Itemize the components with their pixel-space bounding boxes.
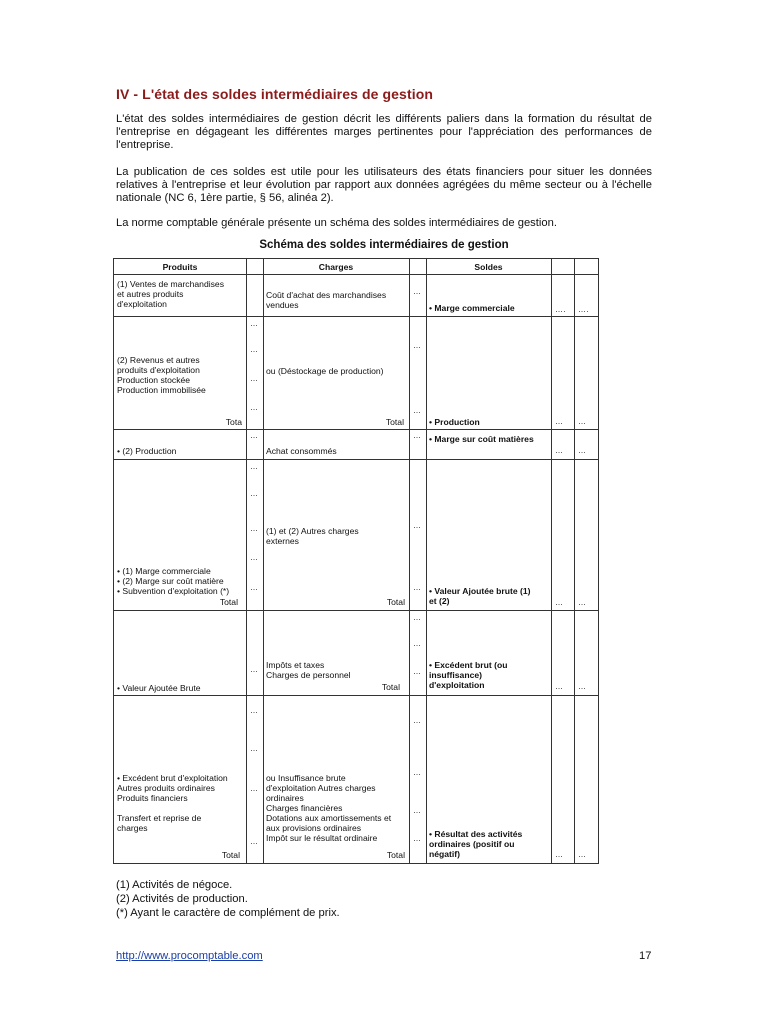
row4-solde: • Valeur Ajoutée brute (1) et (2) bbox=[429, 586, 531, 606]
paragraph-1: L'état des soldes intermédiaires de gestion décrit les différents paliers dans la formation du résultat de l'entreprise en dégageant les différentes marges pertinentes pour l'appréciation des performances de l'entreprise. bbox=[116, 113, 652, 151]
paragraph-3: La norme comptable générale présente un schéma des soldes intermédiaires de gestion. bbox=[116, 217, 557, 229]
section-heading: IV - L'état des soldes intermédiaires de gestion bbox=[116, 86, 433, 102]
row6-produits: • Excédent brut d'exploitation Autres produits ordinaires Produits financiers Transfert et reprise de charges bbox=[117, 773, 228, 833]
row2-solde: • Production bbox=[429, 417, 480, 427]
table-row-marge-commerciale: (1) Ventes de marchandises et autres produits d'exploitation Coût d'achat des marchandises vendues … • Marge commerciale …. …. bbox=[113, 275, 599, 317]
row1-charges: Coût d'achat des marchandises vendues bbox=[266, 290, 387, 310]
table-header-row bbox=[113, 258, 599, 275]
table-row-resultat-activites: … … … … • Excédent brut d'exploitation Autres produits ordinaires Produits financiers Transfert et reprise de charges ou Insuffisance brute d'exploitation Autres charges ordinaires Charges financières Dotations aux amortissements et aux provisions ordinaires Impôt sur le résultat ordinaire … … … … Total Total • Résultat des activités ordinaires (positif ou négatif) … … bbox=[113, 696, 599, 864]
row4-charges: (1) et (2) Autres charges externes bbox=[266, 526, 359, 546]
row3-produits: • (2) Production bbox=[117, 446, 177, 456]
table-row-valeur-ajoutee: … … … … … • (1) Marge commerciale • (2) Marge sur coût matière • Subvention d'exploitation (*) (1) et (2) Autres charges externes … … Total Total • Valeur Ajoutée brute (1) et (2) … … bbox=[113, 460, 599, 611]
row1-solde: • Marge commerciale bbox=[429, 303, 515, 313]
row2-charges: ou (Déstockage de production) bbox=[266, 366, 384, 376]
row6-solde: • Résultat des activités ordinaires (positif ou négatif) bbox=[429, 829, 523, 859]
table-row-production: … … … … (2) Revenus et autres produits d'exploitation Production stockée Production immobilisée ou (Déstockage de production) … … Tota Total • Production … … bbox=[113, 317, 599, 430]
header-produits: Produits bbox=[162, 262, 198, 272]
row5-produits: • Valeur Ajoutée Brute bbox=[117, 683, 201, 693]
paragraph-2: La publication de ces soldes est utile pour les utilisateurs des états financiers pour situer les données relatives à l'entreprise et leur évolution par rapport aux données agrégées du même secteur ou à l'échelle nationale (NC 6, 1ère partie, § 56, alinéa 2). bbox=[116, 166, 652, 204]
row6-charges: ou Insuffisance brute d'exploitation Autres charges ordinaires Charges financières Dotations aux amortissements et aux provisions ordinaires Impôt sur le résultat ordinaire bbox=[266, 773, 392, 843]
table-row-marge-cout-matieres: … • (2) Production Achat consommés … • Marge sur coût matières … … bbox=[113, 430, 599, 460]
row5-solde: • Excédent brut (ou insuffisance) d'exploitation bbox=[429, 660, 508, 690]
row3-charges: Achat consommés bbox=[266, 446, 337, 456]
header-soldes: Soldes bbox=[474, 262, 503, 272]
footnotes bbox=[116, 878, 340, 920]
footer-website-link[interactable]: http://www.procomptable.com bbox=[116, 950, 263, 962]
table-row-excedent-brut: … … … … • Valeur Ajoutée Brute Impôts et taxes Charges de personnel Total • Excédent brut (ou insuffisance) d'exploitation … … bbox=[113, 611, 599, 696]
footnote-1: (1) Activités de négoce. bbox=[116, 879, 233, 891]
page-number: 17 bbox=[639, 950, 652, 962]
row5-charges: Impôts et taxes Charges de personnel bbox=[266, 660, 351, 680]
soldes-table bbox=[113, 258, 599, 864]
header-charges: Charges bbox=[318, 262, 354, 272]
footnote-3: (*) Ayant le caractère de complément de prix. bbox=[116, 907, 340, 919]
row3-solde: • Marge sur coût matières bbox=[429, 434, 534, 444]
footnote-2: (2) Activités de production. bbox=[116, 893, 248, 905]
table-title: Schéma des soldes intermédiaires de gestion bbox=[259, 239, 509, 251]
row1-produits: (1) Ventes de marchandises et autres produits d'exploitation bbox=[117, 279, 225, 309]
row2-produits: (2) Revenus et autres produits d'exploitation Production stockée Production immobilisée bbox=[117, 355, 206, 395]
row4-produits: • (1) Marge commerciale • (2) Marge sur coût matière • Subvention d'exploitation (*) bbox=[117, 566, 230, 596]
